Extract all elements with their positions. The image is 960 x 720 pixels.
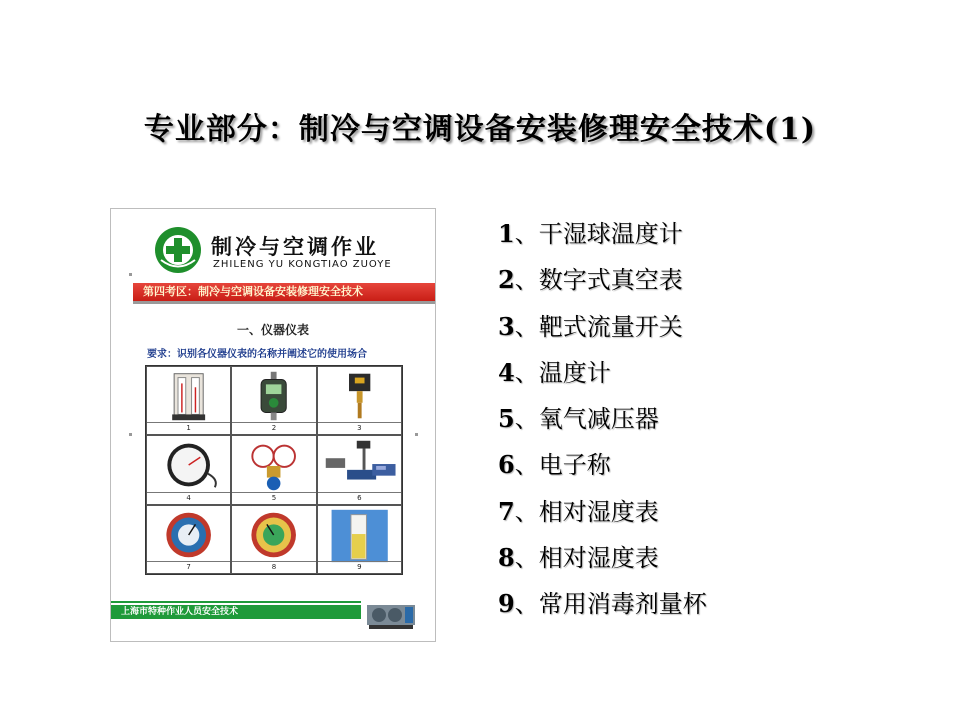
item-label: 干湿球温度计: [538, 220, 683, 248]
list-item: [498, 309, 707, 355]
measuring-cup-icon: [318, 506, 401, 564]
item-number: 4: [498, 357, 515, 387]
list-item: [498, 216, 707, 262]
item-number: 8: [498, 543, 515, 573]
list-item: [498, 447, 707, 493]
electronic-scale-icon: [318, 436, 401, 494]
cell-number: 8: [232, 561, 315, 573]
cell-number: 9: [318, 561, 401, 573]
thermometer-dial-icon: [147, 436, 230, 494]
instrument-cell: [231, 505, 316, 574]
instrument-cell: [317, 435, 402, 504]
item-label: 温度计: [538, 358, 611, 387]
item-label: 相对湿度表: [538, 497, 659, 526]
hygrometer-icon: [232, 506, 315, 564]
oxygen-regulator-icon: [232, 436, 315, 494]
list-item: [498, 401, 707, 447]
instrument-cell: [317, 366, 402, 435]
item-number: 5: [498, 404, 515, 434]
list-item: [498, 355, 707, 401]
item-number: 7: [498, 496, 515, 526]
item-separator: 、: [514, 544, 539, 573]
instrument-grid: [145, 365, 403, 575]
dry-wet-bulb-thermometer-icon: [147, 367, 230, 425]
paddle-flow-switch-icon: [318, 367, 401, 425]
instrument-list: [498, 216, 707, 633]
item-separator: 、: [514, 405, 539, 434]
item-number: 2: [498, 265, 515, 295]
item-number: 9: [498, 589, 515, 619]
cell-number: 4: [147, 492, 230, 504]
item-label: 靶式流量开关: [538, 312, 683, 341]
list-item: [498, 494, 707, 540]
poster-section-title: 一、仪器仪表: [236, 323, 309, 337]
cell-number: 2: [232, 422, 315, 434]
cell-number: 6: [318, 492, 401, 504]
chiller-unit-icon: [365, 597, 417, 633]
item-separator: 、: [514, 590, 539, 619]
item-separator: 、: [514, 358, 539, 387]
footer-stripe: [111, 601, 361, 603]
instrument-cell: [146, 505, 231, 574]
poster-header: [111, 227, 435, 277]
item-separator: 、: [514, 312, 539, 341]
instrument-cell: [146, 366, 231, 435]
item-label: 相对湿度表: [538, 544, 659, 573]
item-label: 数字式真空表: [538, 266, 683, 295]
list-item: [498, 262, 707, 308]
cell-number: 7: [147, 561, 230, 573]
band-shadow: [133, 301, 435, 304]
item-number: 3: [498, 311, 515, 341]
poster-requirement: 要求：识别各仪器仪表的名称并阐述它的使用场合: [147, 349, 367, 360]
instrument-poster: [110, 208, 436, 642]
item-label: 氧气减压器: [538, 405, 659, 434]
poster-pinyin: ZHILENG YU KONGTIAO ZUOYE: [213, 259, 392, 270]
cell-number: 3: [318, 422, 401, 434]
item-label: 电子称: [538, 451, 611, 480]
cell-number: 1: [147, 422, 230, 434]
item-separator: 、: [514, 220, 539, 248]
item-separator: 、: [514, 451, 539, 480]
item-label: 常用消毒剂量杯: [538, 590, 707, 619]
safety-cross-logo-icon: [155, 227, 201, 273]
instrument-cell: [317, 505, 402, 574]
cell-number: 5: [232, 492, 315, 504]
item-number: 1: [498, 219, 515, 248]
item-number: 6: [498, 450, 515, 480]
instrument-cell: [231, 366, 316, 435]
digital-vacuum-gauge-icon: [232, 367, 315, 425]
item-separator: 、: [514, 497, 539, 526]
list-item: [498, 586, 707, 632]
slide-title: 专业部分：制冷与空调设备安装修理安全技术(1): [143, 112, 817, 147]
hygrometer-icon: [147, 506, 230, 564]
exam-zone-band: 第四考区：制冷与空调设备安装修理安全技术: [133, 283, 435, 301]
list-item: [498, 540, 707, 586]
poster-title: 制冷与空调作业: [211, 234, 379, 259]
poster-footer: 上海市特种作业人员安全技术: [111, 605, 361, 619]
instrument-cell: [146, 435, 231, 504]
item-separator: 、: [514, 266, 539, 295]
instrument-cell: [231, 435, 316, 504]
